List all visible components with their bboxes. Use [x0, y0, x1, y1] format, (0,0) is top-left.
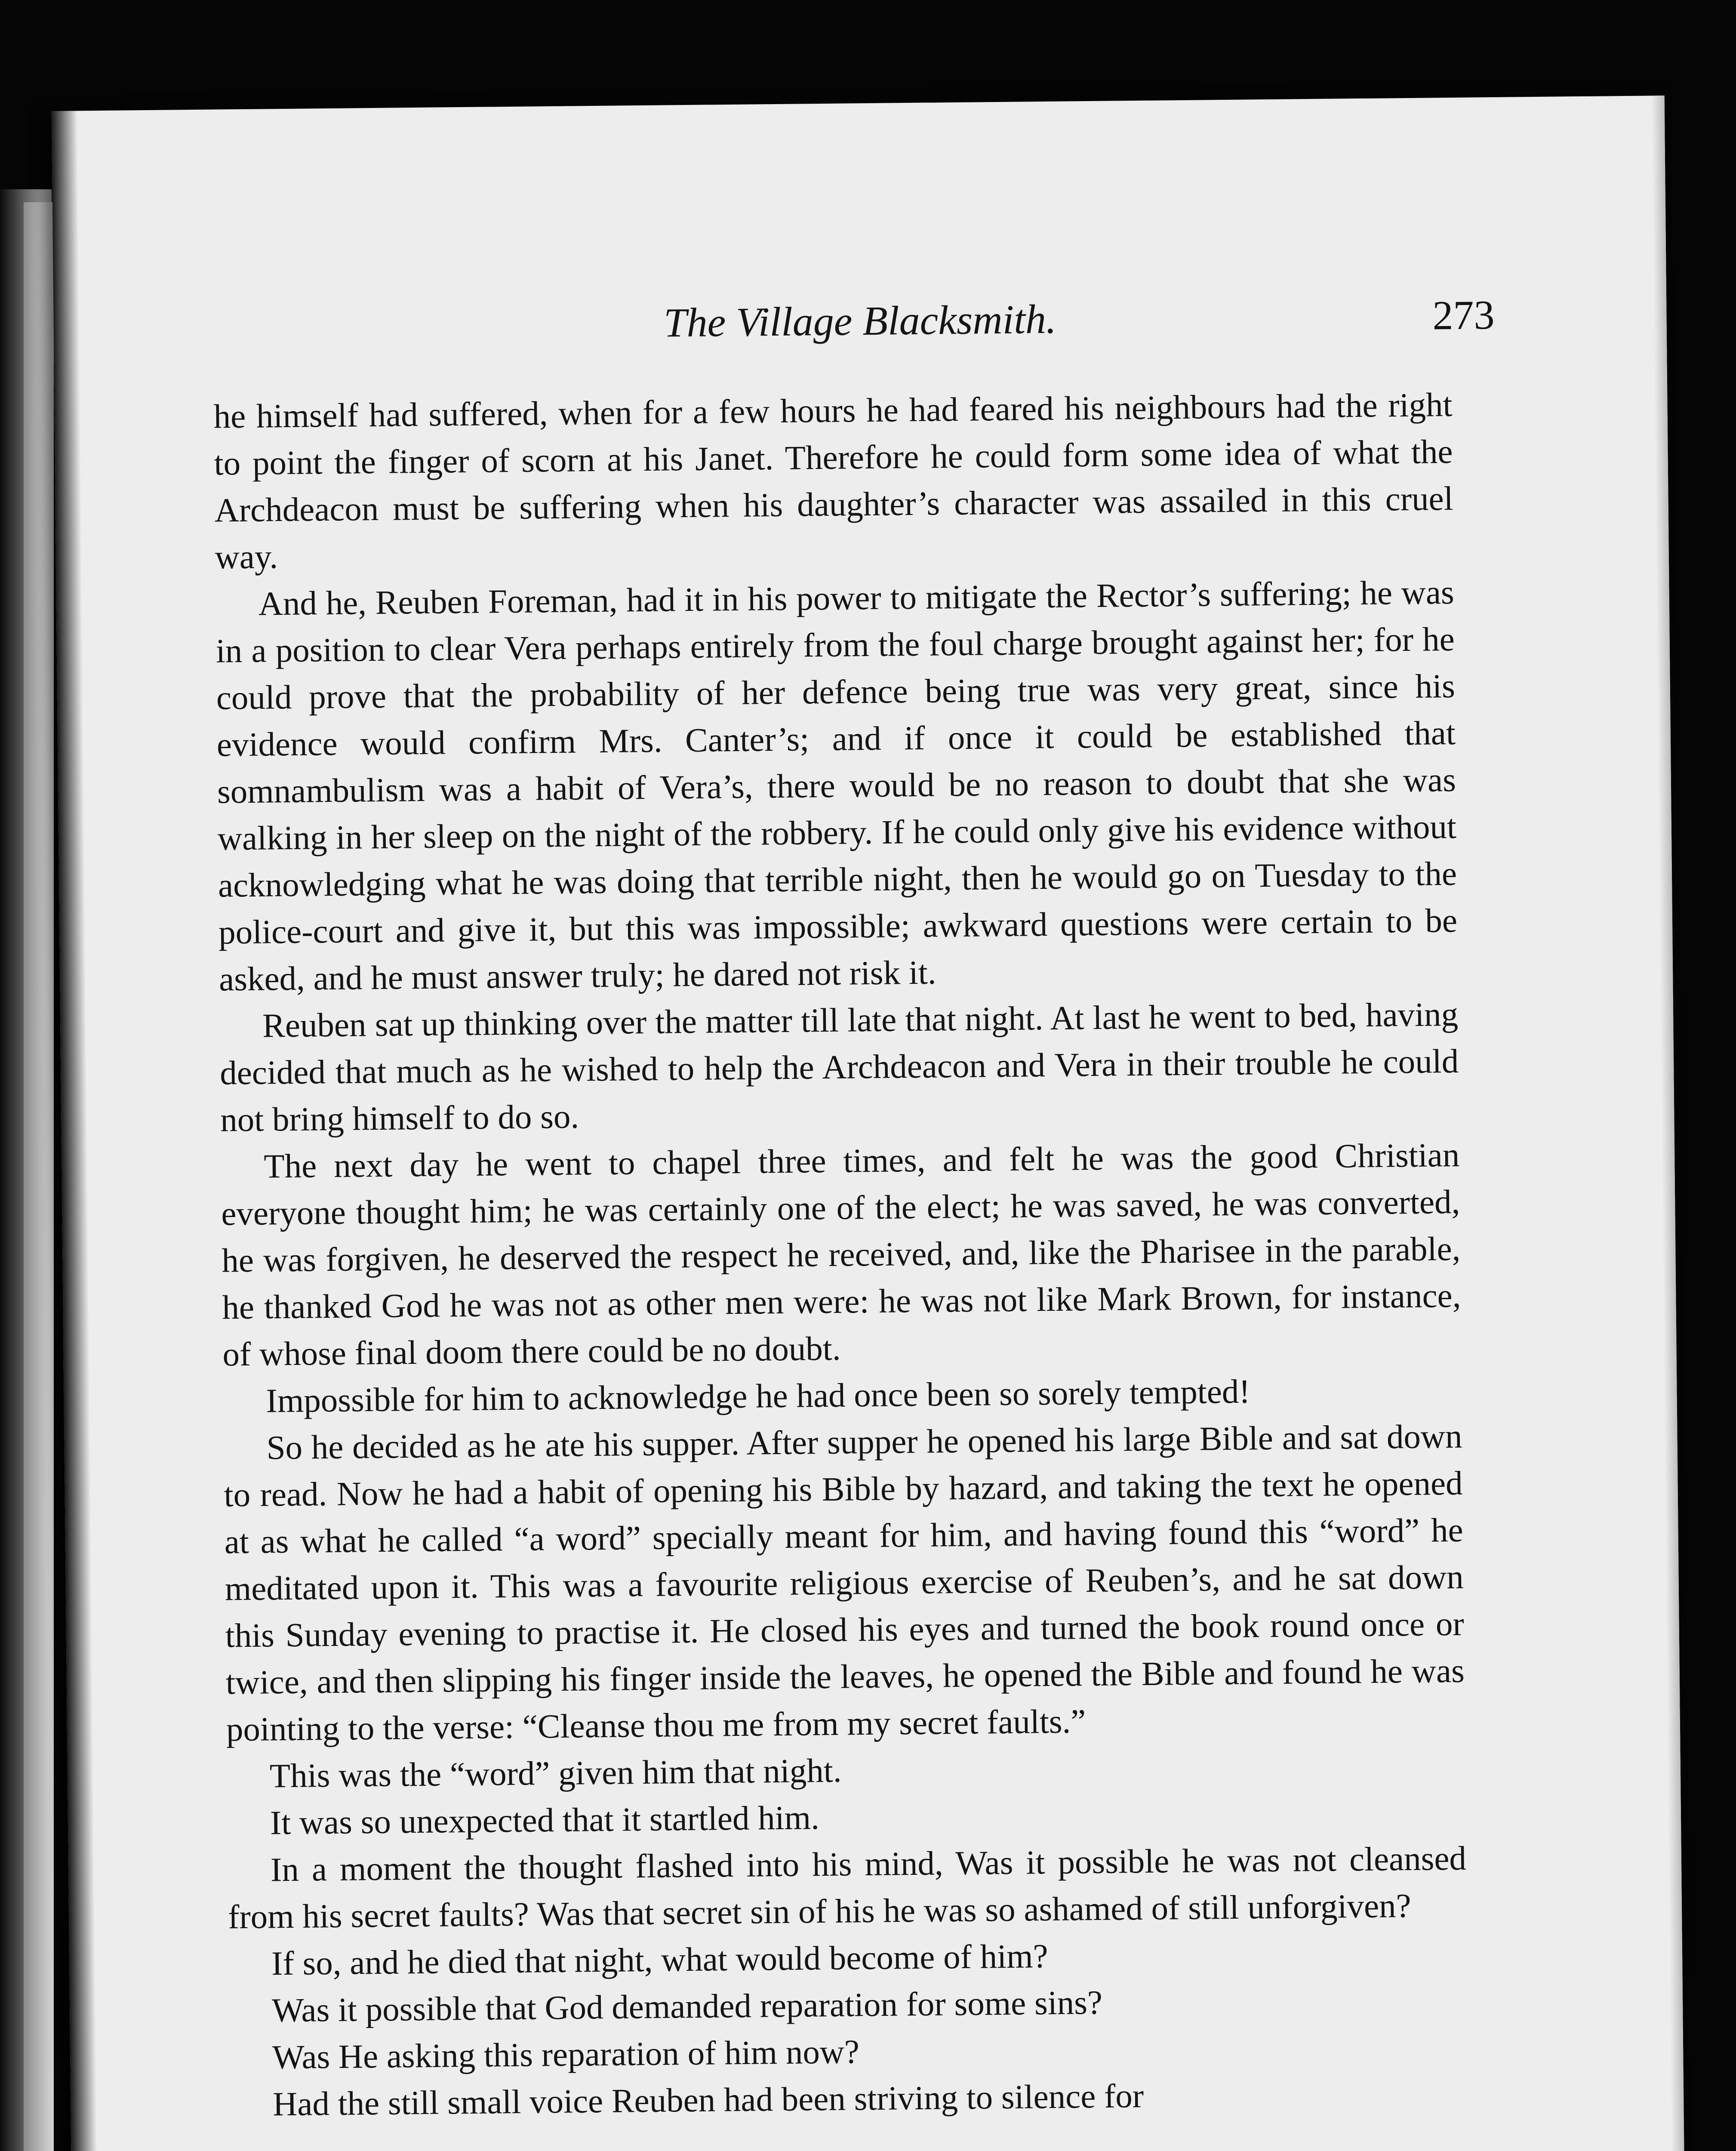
paragraph: Was He asking this reparation of him now? [272, 2033, 860, 2077]
page-header [53, 289, 1667, 361]
paragraph: It was so unexpected that it startled him. [270, 1799, 820, 1842]
facing-page-edge [24, 202, 54, 2151]
paragraph: If so, and he died that night, what would become of him? [271, 1938, 1049, 1983]
paragraph: This was the “word” given him that night. [269, 1752, 842, 1795]
page-body [213, 382, 1469, 2128]
page-number: 273 [1432, 291, 1495, 339]
running-title: The Village Blacksmith. [663, 296, 1057, 346]
paragraph: And he, Reuben Foreman, had it in his power to mitigate the Rector’s suffering; he was in a position to clear Vera perhaps entirely from the foul charge brought against her; for he could prove that the probability of her defence being true was very great, since his evidence would confirm Mrs. Canter’s; and if once it could be established that somnambulism was a habit of Vera’s, there would be no reason to doubt that she was walking in her sleep on the night of the robbery. If he could only give his evidence without acknowledging what he was doing that terrible night, then he would go on Tuesday to the police-court and give it, but this was impossible; awkward questions were certain to be asked, and he must answer truly; he dared not risk it. [215, 573, 1458, 998]
paragraph: Was it possible that God demanded reparation for some sins? [271, 1984, 1103, 2030]
paragraph: The next day he went to chapel three times, and felt he was the good Christian everyone thought him; he was certainly one of the elect; he was saved, he was converted, he was forgiven, he deserved the respect he received, and, like the Pharisee in the parable, he thanked God he was not as other men were: he was not like Mark Brown, for instance, of whose final doom there could be no doubt. [221, 1136, 1461, 1374]
paragraph: Reuben sat up thinking over the matter till late that night. At last he went to bed, having decided that much as he wished to help the Archdeacon and Vera in their trouble he could not bring himself to do so. [219, 995, 1459, 1139]
paragraph: he himself had suffered, when for a few hours he had feared his neighbours had the right to point the finger of scorn at his Janet. Therefore he could form some idea of what the Archdeacon must be suffering when his daughter’s character was assailed in this cruel way. [213, 386, 1453, 576]
book-page [52, 96, 1690, 2151]
paragraph: In a moment the thought flashed into his mind, Was it possible he was not cleansed from his secret faults? Was that secret sin of his he was so ashamed of still unforgiven? [228, 1840, 1467, 1936]
paragraph: So he decided as he ate his supper. After supper he opened his large Bible and sat down to read. Now he had a habit of opening his Bible by hazard, and taking the text he opened at as what he called “a word” specially meant for him, and having found this “word” he meditated upon it. This was a favourite religious exercise of Reuben’s, and he sat down this Sunday evening to practise it. He closed his eyes and turned the book round once or twice, and then slipping his finger inside the leaves, he opened the Bible and found he was pointing to the verse: “Cleanse thou me from my secret faults.” [224, 1418, 1465, 1749]
paragraph: Impossible for him to acknowledge he had once been so sorely tempted! [266, 1373, 1251, 1420]
paragraph: Had the still small voice Reuben had been striving to silence for [272, 2077, 1144, 2123]
